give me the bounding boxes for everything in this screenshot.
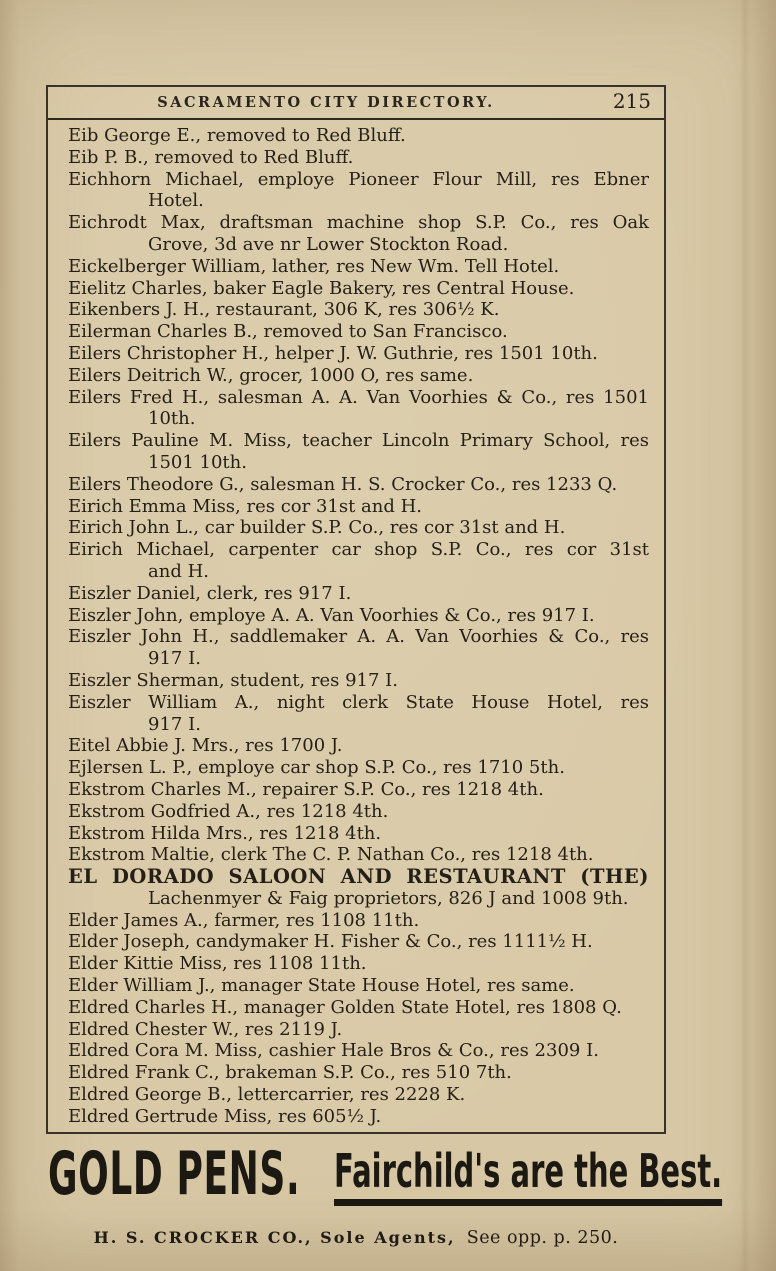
directory-entry [68,517,649,539]
entry-line: and H. [148,560,209,582]
entry-line: 10th. [148,408,196,430]
directory-entry [68,910,649,932]
entry-line: Ekstrom Hilda Mrs., res 1218 4th. [68,822,382,844]
entry-line: Elder William J., manager State House Hotel, res same. [68,975,575,997]
entry-line: Elder Kittie Miss, res 1108 11th. [68,953,367,975]
directory-entry [68,1084,649,1106]
directory-entry [68,496,649,518]
ad-agent-note: See opp. p. 250. [466,1228,619,1248]
entry-line: Eirich Michael, carpenter car shop S.P. Co., res cor 31st [68,539,649,561]
directory-entry [68,169,649,213]
entry-line: Eitel Abbie J. Mrs., res 1700 J. [68,735,343,757]
directory-entry [68,256,649,278]
entry-line: Eichhorn Michael, employe Pioneer Flour Mill, res Ebner [68,168,649,190]
entry-line: Hotel. [148,190,204,212]
directory-entry [68,387,649,431]
directory-entry [68,692,649,736]
entry-line: Eilers Theodore G., salesman H. S. Crocker Co., res 1233 Q. [68,473,618,495]
directory-entry [68,975,649,997]
entry-line: Eilers Deitrich W., grocer, 1000 O, res same. [68,364,474,386]
directory-entry [68,626,649,670]
ad-agent-bold: H. S. CROCKER CO., Sole Agents, [93,1228,456,1247]
entry-line: Ejlersen L. P., employe car shop S.P. Co., res 1710 5th. [68,757,565,779]
directory-entry [68,866,649,910]
entry-line: Ekstrom Maltie, clerk The C. P. Nathan Co., res 1218 4th. [68,844,594,866]
entry-line: Eilers Christopher H., helper J. W. Guthrie, res 1501 10th. [68,342,598,364]
directory-entry [68,823,649,845]
entry-line: Eldred Charles H., manager Golden State Hotel, res 1808 Q. [68,996,622,1018]
directory-entry [68,125,649,147]
entry-line: Eib George E., removed to Red Bluff. [68,125,406,146]
directory-entry [68,1040,649,1062]
entry-line: Eiszler Sherman, student, res 917 I. [68,669,399,691]
directory-entry [68,757,649,779]
directory-entry [68,430,649,474]
entry-line: Elder James A., farmer, res 1108 11th. [68,909,420,931]
directory-entry [68,605,649,627]
directory-entry [68,735,649,757]
directory-entry [68,299,649,321]
entry-line: Lachenmyer & Faig proprietors, 826 J and 1008 9th. [148,887,629,909]
directory-entry [68,147,649,169]
directory-entry [68,212,649,256]
directory-entry [68,343,649,365]
entry-line: 1501 10th. [148,451,247,473]
entry-line: Eldred Gertrude Miss, res 605½ J. [68,1105,382,1127]
directory-entry [68,931,649,953]
ad-section [46,1139,723,1262]
directory-entry [68,474,649,496]
directory-entry [68,1019,649,1041]
ad-agent-line [46,1228,666,1248]
entry-line: EL DORADO SALOON AND RESTAURANT (THE) [68,865,649,889]
entry-line: Eirich John L., car builder S.P. Co., res cor 31st and H. [68,517,566,539]
directory-entry [68,844,649,866]
entry-line: Elder Joseph, candymaker H. Fisher & Co., res 1111½ H. [68,931,593,953]
directory-entry [68,1106,649,1128]
directory-entry [68,997,649,1019]
page-number: 215 [612,89,651,113]
directory-entry [68,801,649,823]
entry-line: Ekstrom Godfried A., res 1218 4th. [68,800,389,822]
directory-frame [46,85,666,1134]
entry-line: Eldred Chester W., res 2119 J. [68,1018,343,1040]
entry-line: Grove, 3d ave nr Lower Stockton Road. [148,233,509,255]
directory-entry [68,539,649,583]
entry-line: Eiszler William A., night clerk State House Hotel, res [68,691,649,713]
entry-line: Eiszler John, employe A. A. Van Voorhies & Co., res 917 I. [68,604,595,626]
entry-line: Eilerman Charles B., removed to San Francisco. [68,321,508,343]
directory-entry [68,953,649,975]
directory-entry [68,321,649,343]
page-crease-shadow [740,0,750,1271]
directory-entry [68,1062,649,1084]
entry-line: Eirich Emma Miss, res cor 31st and H. [68,495,423,517]
entry-line: Eldred Cora M. Miss, cashier Hale Bros & Co., res 2309 I. [68,1040,599,1062]
entry-line: Eib P. B., removed to Red Bluff. [68,146,354,168]
directory-entry [68,779,649,801]
entry-line: 917 I. [148,648,201,670]
entry-line: Eldred George B., lettercarrier, res 2228 K. [68,1084,466,1106]
ad-product-text: GOLD PENS. [48,1139,301,1209]
entry-line: Eichrodt Max, draftsman machine shop S.P. Co., res Oak [68,212,649,234]
entry-line: 917 I. [148,713,201,735]
directory-entry [68,365,649,387]
page-header [48,87,664,120]
ad-slogan-text: Fairchild's are the Best. [334,1148,722,1206]
entry-line: Ekstrom Charles M., repairer S.P. Co., res 1218 4th. [68,778,544,800]
entry-line: Eilers Fred H., salesman A. A. Van Voorhies & Co., res 1501 [68,386,649,408]
entry-line: Eiszler John H., saddlemaker A. A. Van Voorhies & Co., res [68,626,649,648]
entry-line: Eielitz Charles, baker Eagle Bakery, res Central House. [68,277,575,299]
directory-entry [68,583,649,605]
entry-line: Eickelberger William, lather, res New Wm. Tell Hotel. [68,255,560,277]
header-title: SACRAMENTO CITY DIRECTORY. [157,94,495,111]
directory-entry [68,670,649,692]
directory-entry [68,278,649,300]
entry-line: Eiszler Daniel, clerk, res 917 I. [68,582,352,604]
entries-list [48,120,664,1128]
entry-line: Eikenbers J. H., restaurant, 306 K, res 306½ K. [68,299,500,321]
entry-line: Eldred Frank C., brakeman S.P. Co., res 510 7th. [68,1062,512,1084]
entry-line: Eilers Pauline M. Miss, teacher Lincoln Primary School, res [68,430,649,452]
